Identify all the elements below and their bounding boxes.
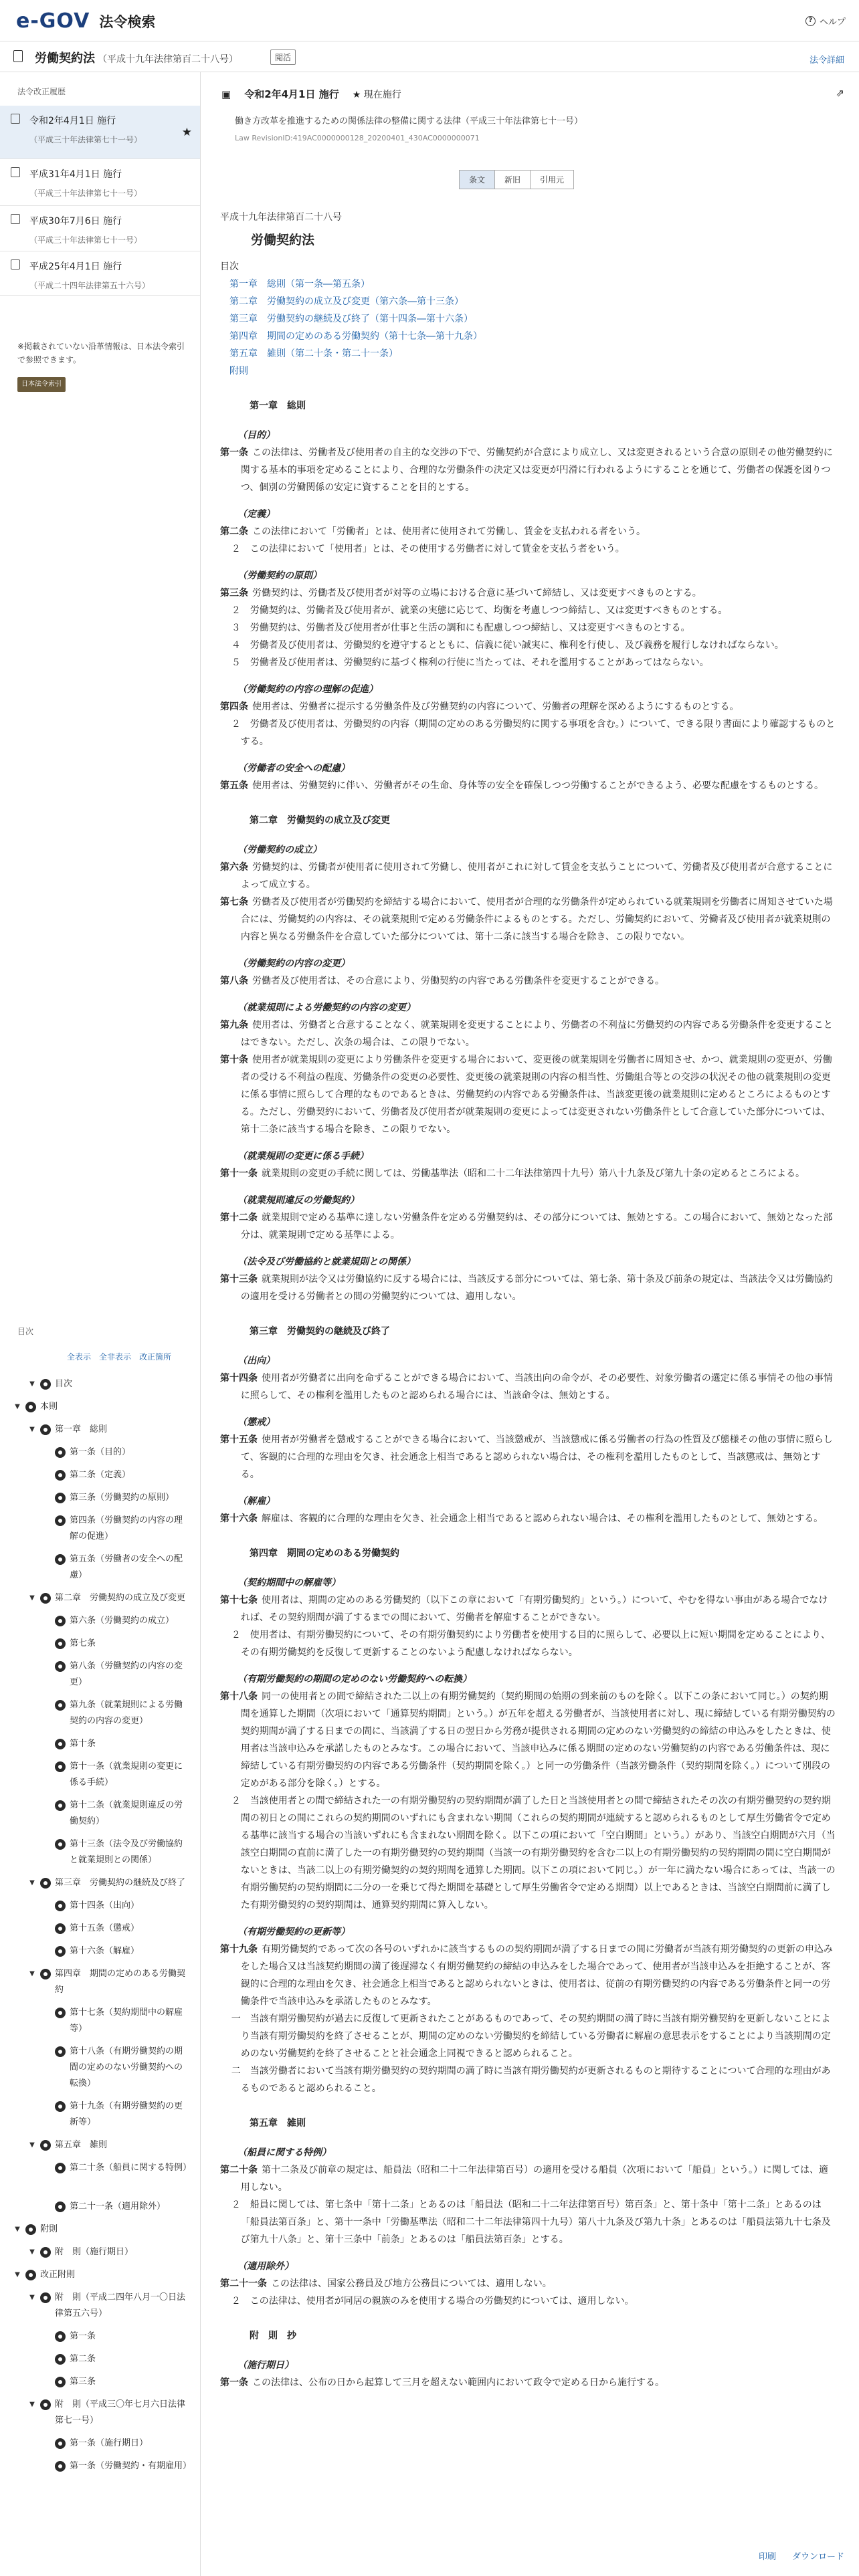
toc-tree-item[interactable]: [43, 1613, 187, 1629]
article-text: 労働者及び使用者が労働契約を締結する場合において、使用者が合理的な労働条件が定められている就業規則を労働者に周知させていた場合には、労働契約の内容は、その就業規則で定める労働条件によるものとする。ただし、労働契約において、労働者及び使用者が就業規則の内容と異なる労働条件を合意していた部分については、第十二条に該当する場合を除き、この限りでない。: [240, 897, 833, 942]
toc-tree-item[interactable]: [43, 1921, 187, 1937]
article-number: 第二条: [220, 526, 248, 537]
law-number: （平成十九年法律第百二十八号）: [98, 54, 238, 65]
law-detail-link[interactable]: 法令詳細: [809, 56, 844, 66]
article-text: 労働契約は、労働者及び使用者が対等の立場における合意に基づいて締結し、又は変更すべきものとする。: [252, 588, 702, 599]
toc-tree-label: 第十七条（契約期間中の解雇等）: [70, 2008, 183, 2034]
toc-tree-item[interactable]: [13, 2267, 187, 2283]
eye-icon[interactable]: [55, 1700, 66, 1711]
article-caption: （就業規則違反の労働契約）: [237, 1195, 359, 1206]
eye-icon[interactable]: [55, 1616, 66, 1626]
eye-icon[interactable]: [40, 2292, 51, 2303]
toc-tree-item[interactable]: [43, 1636, 187, 1652]
article-caption: （労働契約の内容の理解の促進）: [237, 684, 378, 695]
footer-actions: [759, 2549, 844, 2562]
eye-icon[interactable]: [40, 1379, 51, 1390]
article-text: この法律において「労働者」とは、使用者に使用されて労働し、賃金を支払われる者をいう。: [252, 526, 646, 537]
toc-tree-label: 第一条（目的）: [70, 1447, 131, 1457]
toc-tree-label: 第二十一条（適用除外）: [70, 2202, 166, 2212]
calendar-icon: [11, 214, 20, 224]
view-tabs: [460, 170, 574, 189]
history-date: 令和2年4月1日 施行: [29, 116, 116, 126]
article-number: 第七条: [220, 897, 248, 907]
toc-link[interactable]: 第一章 総則（第一条―第五条）: [229, 279, 370, 290]
article: [220, 1688, 836, 1792]
article-caption: （定義）: [237, 509, 275, 520]
article-caption: （解雇）: [237, 1496, 275, 1507]
toc-panel-links: [67, 1351, 171, 1362]
chevron-down-icon[interactable]: ▼: [29, 1426, 35, 1433]
article-text: 有期労働契約であって次の各号のいずれかに該当するものの契約期間が満了する日までの間に労働者が当該有期労働契約の更新の申込みをした場合又は当該契約期間の満了後遅滞なく有期労働契約の締結の申込みをした場合であって、使用者が当該申込みを拒絶することが、客観的に合理的な理由を欠き、社会通念上相当であると認められないときは、使用者は、従前の有期労働契約の内容である労働条件と同一の労働条件で当該申込みを承諾したものとみなす。: [240, 1944, 833, 2007]
history-sub: （平成三十年法律第七十一号）: [29, 235, 142, 245]
help-button[interactable]: [805, 15, 846, 27]
toc-tree-item[interactable]: [43, 2351, 187, 2367]
article-caption: （有期労働契約の期間の定めのない労働契約への転換）: [237, 1674, 472, 1685]
eye-icon[interactable]: [55, 1515, 66, 1526]
toc-tree-item[interactable]: [43, 2044, 187, 2092]
article-text: 使用者が労働者を懲戒することができる場合において、当該懲戒が、当該懲戒に係る労働者の行為の性質及び態様その他の事情に照らして、客観的に合理的な理由を欠き、社会通念上相当であると認められない場合は、その権利を濫用したものとして、当該懲戒は、無効とする。: [240, 1434, 833, 1480]
toc-tree-item[interactable]: [43, 2099, 187, 2131]
paragraph: 一 当該有期労働契約が過去に反復して更新されたことがあるものであって、その契約期間の満了時に当該有期労働契約を更新しないことにより当該有期労働契約を終了させることが、期間の定めのない労働契約を締結している労働者に解雇の意思表示をすることにより当該期間の定めのない労働契約を終了させることと社会通念上同視できると認められること。: [231, 2014, 831, 2059]
article-text: 解雇は、客観的に合理的な理由を欠き、社会通念上相当であると認められない場合は、その権利を濫用したものとして、無効とする。: [262, 1513, 824, 1524]
article-text: 就業規則の変更の手続に関しては、労働基準法（昭和二十二年法律第四十九号）第八十九条及び第九十条の定めるところによる。: [262, 1168, 805, 1179]
article: [220, 584, 836, 602]
toc-tree-item[interactable]: [43, 2374, 187, 2390]
chevron-down-icon[interactable]: ▼: [29, 1380, 35, 1388]
toc-tree-label: 第一条（労働契約・有期雇用）: [70, 2461, 192, 2471]
article: [220, 523, 836, 540]
article-text: 就業規則で定める基準に達しない労働条件を定める労働契約は、その部分については、無効とする。この場合において、無効となった部分は、就業規則で定める基準による。: [240, 1212, 833, 1241]
toc-tree-label: 第十六条（解雇）: [70, 1946, 140, 1956]
toc-link[interactable]: 第五章 雑則（第二十条・第二十一条）: [229, 348, 398, 359]
toc-tree-item[interactable]: [43, 1444, 187, 1461]
toc-tree-label: 第三条: [70, 2377, 96, 2387]
toc-tree-label: 第五章 雑則: [55, 2140, 108, 2150]
eye-icon[interactable]: [55, 2461, 66, 2472]
toc-link[interactable]: 附則: [229, 366, 248, 377]
toc-tree-label: 第三条（労働契約の原則）: [70, 1493, 175, 1503]
eye-icon[interactable]: [55, 2046, 66, 2057]
toc-link[interactable]: 第二章 労働契約の成立及び変更（第六条―第十三条）: [229, 296, 464, 307]
article-number: 第十三条: [220, 1274, 258, 1285]
history-sub: （平成二十四年法律第五十六号）: [29, 281, 151, 290]
eye-icon[interactable]: [55, 1493, 66, 1503]
toc-tree-label: 第八条（労働契約の内容の変更）: [70, 1661, 183, 1687]
toc-tree-label: 第十一条（就業規則の変更に係る手続）: [70, 1761, 183, 1788]
paragraph: ２ この法律において「使用者」とは、その使用する労働者に対して賃金を支払う者をいう。: [231, 544, 625, 554]
history-date: 平成30年7月6日 施行: [29, 216, 122, 227]
article-text: 使用者は、労働者に提示する労働条件及び労働契約の内容について、労働者の理解を深めるようにするものとする。: [252, 702, 739, 712]
eye-icon[interactable]: [55, 1554, 66, 1565]
chevron-down-icon[interactable]: ▼: [29, 1970, 35, 1977]
amendment-subtitle: 働き方改革を推進するための関係法律の整備に関する法律（平成三十年法律第七十一号）: [235, 116, 583, 126]
toc-tree-label: 附 則（平成三〇年七月六日法律第七一号）: [55, 2399, 186, 2426]
toc-tree-item[interactable]: [43, 1551, 187, 1584]
article-text: 就業規則が法令又は労働協約に反する場合には、当該反する部分については、第七条、第十条及び前条の規定は、当該法令又は労働協約の適用を受ける労働者との間の労働契約については、適用しない。: [240, 1274, 833, 1302]
toc-panel-title: 目次: [17, 1327, 34, 1336]
article-number: 第一条: [220, 447, 248, 458]
star-icon[interactable]: ★: [181, 126, 192, 139]
article: [220, 1592, 836, 1626]
toc-tree-item[interactable]: [43, 1490, 187, 1506]
chapter-heading: 附 則 抄: [250, 2331, 296, 2341]
toc-tree-item[interactable]: [43, 2199, 187, 2215]
article-caption: （労働契約の成立）: [237, 845, 322, 855]
toc-tree-label: 第十八条（有期労働契約の期間の定めのない労働契約への転換）: [70, 2046, 183, 2088]
article-text: 使用者が就業規則の変更により労働条件を変更する場合において、変更後の就業規則を労働者に周知させ、かつ、就業規則の変更が、労働者の受ける不利益の程度、労働条件の変更の必要性、変更後の就業規則の内容の相当性、労働組合等との交渉の状況その他の就業規則の変更に係る事情に照らして合理的なものであるときは、労働契約の内容である労働条件は、当該変更後の就業規則に定めるところによるものとする。ただし、労働契約において、労働者及び使用者が就業規則の変更によっては変更されない労働条件として合意していた部分については、第十二条に該当する場合を除き、この限りでない。: [240, 1055, 832, 1135]
article-number: 第五条: [220, 780, 248, 791]
article: [220, 859, 836, 893]
toc-tree-label: 第十九条（有期労働契約の更新等）: [70, 2101, 183, 2127]
calendar-icon: [11, 259, 20, 270]
article-number: 第二十条: [220, 2165, 258, 2175]
article-caption: （適用除外）: [237, 2261, 294, 2272]
article: [220, 1016, 836, 1051]
chevron-down-icon[interactable]: ▼: [29, 2294, 35, 2301]
eye-icon[interactable]: [55, 1839, 66, 1850]
eye-icon[interactable]: [25, 2270, 36, 2280]
history-item[interactable]: [0, 106, 200, 159]
toc-tree-label: 目次: [55, 1379, 73, 1389]
toc-tree-label: 附 則（平成二四年八月一〇日法律第五六号）: [55, 2292, 186, 2319]
toc-tree-label: 第九条（就業規則による労働契約の内容の変更）: [70, 1700, 183, 1726]
current-label: 現在施行: [363, 89, 401, 100]
article: [220, 444, 836, 496]
toc-tree-item[interactable]: [43, 1759, 187, 1791]
chevron-down-icon[interactable]: ▼: [29, 2401, 35, 2408]
eye-icon[interactable]: [55, 1638, 66, 1649]
version-header: [221, 87, 401, 101]
history-title: 法令改正履歴: [17, 87, 66, 96]
paragraph: ２ 当該使用者との間で締結された一の有期労働契約の契約期間が満了した日と当該使用者との間で締結されたその次の有期労働契約の契約期間の初日との間にこれらの契約期間のいずれにも含まれない期間（これらの契約期間が連続すると認められるものとして厚生労働省令で定める基準に該当する場合の当該いずれにも含まれない期間を除く。以下この項において「空白期間」という。）があり、当該空白期間が六月（当該空白期間の直前に満了した一の有期労働契約の契約期間（当該一の有期労働契約を含む二以上の有期労働契約の契約期間の間に空白期間がないときは、当該二以上の有期労働契約の契約期間を通算した期間。以下この項において同じ。）が一年に満たない場合にあっては、当該一の有期労働契約の契約期間に二分の一を乗じて得た期間を基礎として厚生労働省令で定める期間）以上であるときは、当該空白期間前に満了した有期労働契約の契約期間は、通算契約期間に算入しない。: [231, 1796, 836, 1911]
toc-tree-item[interactable]: [13, 2222, 187, 2238]
paragraph: ４ 労働者及び使用者は、労働契約を遵守するとともに、信義に従い誠実に、権利を行使し、及び義務を履行しなければならない。: [231, 640, 784, 651]
history-note: ※掲載されていない沿革情報は、日本法令索引で参照できます。: [17, 342, 185, 364]
toc-tree-label: 第十三条（法令及び労働協約と就業規則との関係）: [70, 1839, 183, 1865]
toc-tree-label: 第七条: [70, 1638, 96, 1648]
chapter-heading: 第四章 期間の定めのある労働契約: [250, 1548, 399, 1559]
chevron-down-icon[interactable]: ▼: [29, 2141, 35, 2149]
law-title-bar: [0, 41, 859, 72]
chapter-heading: 第一章 総則: [250, 401, 306, 411]
toc-tree-label: 第十五条（懲戒）: [70, 1923, 140, 1933]
article-number: 第十条: [220, 1055, 248, 1065]
article-caption: （労働契約の内容の変更）: [237, 958, 350, 969]
toc-tree-item[interactable]: [28, 2290, 187, 2322]
chevron-down-icon[interactable]: ▼: [29, 1879, 35, 1887]
eye-icon[interactable]: [40, 1969, 51, 1979]
law-badge: 閲活: [270, 49, 296, 65]
toc-tree-item[interactable]: [43, 1798, 187, 1830]
article-caption: （施行期日）: [237, 2360, 294, 2371]
toc-tree-item[interactable]: [43, 1513, 187, 1545]
toc-tree-item[interactable]: [43, 1898, 187, 1914]
toc-tree-label: 第五条（労働者の安全への配慮）: [70, 1554, 183, 1580]
calendar-icon: [11, 114, 20, 124]
chapter-heading: 第二章 労働契約の成立及び変更: [250, 815, 390, 826]
toc-tree-label: 第十条: [70, 1739, 96, 1749]
article-number: 第十四条: [220, 1373, 258, 1384]
main-content: [201, 72, 859, 2576]
article-text: 使用者は、期間の定めのある労働契約（以下この章において「有期労働契約」という。）について、やむを得ない事由がある場合でなければ、その契約期間が満了するまでの間において、労働者を解雇することができない。: [240, 1595, 828, 1623]
article: [220, 1209, 836, 1244]
article: [220, 2374, 836, 2391]
eye-icon[interactable]: [55, 1447, 66, 1458]
logo[interactable]: [16, 9, 155, 33]
toc-tree-item[interactable]: [43, 2436, 187, 2452]
toc-link[interactable]: 第四章 期間の定めのある労働契約（第十七条―第十九条）: [229, 331, 482, 342]
external-link-icon[interactable]: ⇗: [836, 87, 844, 99]
eye-icon[interactable]: [55, 1661, 66, 1672]
calendar-icon: [11, 167, 20, 177]
paragraph: ２ 労働契約は、労働者及び使用者が、就業の実態に応じて、均衡を考慮しつつ締結し、又は変更すべきものとする。: [231, 605, 728, 616]
article-caption: （就業規則による労働契約の内容の変更）: [237, 1002, 415, 1013]
article-number: 第八条: [220, 976, 248, 986]
toc-tree-item[interactable]: [28, 1875, 187, 1891]
eye-icon[interactable]: [55, 2008, 66, 2018]
paragraph: ５ 労働者及び使用者は、労働契約に基づく権利の行使に当たっては、それを濫用することがあってはならない。: [231, 657, 709, 668]
toc-tree-label: 本則: [40, 1402, 58, 1412]
toc-tree-label: 第二十条（船員に関する特例）: [70, 2163, 192, 2173]
article-caption: （出向）: [237, 1356, 275, 1366]
toc-tree-label: 第一条: [70, 2331, 96, 2341]
toc-tree-item[interactable]: [43, 2160, 192, 2176]
eye-icon[interactable]: [55, 2202, 66, 2212]
toc-heading: 目次: [220, 261, 239, 272]
article-number: 第十八条: [220, 1691, 258, 1702]
toc-tree-item[interactable]: [28, 1376, 187, 1392]
toc-tree-item[interactable]: [28, 1590, 187, 1606]
document-icon: [13, 50, 23, 62]
hide-all-link[interactable]: 全非表示: [99, 1352, 132, 1362]
article-text: 第十二条及び前章の規定は、船員法（昭和二十二年法律第百号）の適用を受ける船員（次項において「船員」という。）に関しては、適用しない。: [240, 2165, 828, 2193]
show-all-link[interactable]: 全表示: [67, 1352, 92, 1362]
toc-tree-label: 第四条（労働契約の内容の理解の促進）: [70, 1515, 183, 1541]
article-caption: （有期労働契約の更新等）: [237, 1927, 350, 1937]
chapter-heading: 第三章 労働契約の継続及び終了: [250, 1326, 390, 1337]
article-number: 第十六条: [220, 1513, 258, 1524]
toc-tree-item[interactable]: [43, 1697, 187, 1729]
revision-id: Law RevisionID:419AC0000000128_20200401_430AC0000000071: [235, 134, 480, 142]
chapter-heading: 第五章 雑則: [250, 2118, 306, 2129]
toc-tree-label: 第二条: [70, 2354, 96, 2364]
article-number: 第三条: [220, 588, 248, 599]
article-number: 第十七条: [220, 1595, 258, 1606]
article-number: 第一条: [220, 2377, 248, 2388]
article-text: 労働契約は、労働者が使用者に使用されて労働し、使用者がこれに対して賃金を支払うことについて、労働者及び使用者が合意することによって成立する。: [240, 862, 833, 890]
article-text: 同一の使用者との間で締結された二以上の有期労働契約（契約期間の始期の到来前のものを除く。以下この条において同じ。）の契約期間を通算した期間（次項において「通算契約期間」という。）が五年を超える労働者が、当該使用者に対し、現に締結している有期労働契約の契約期間が満了する日までの間に、当該満了する日の翌日から労務が提供される期間の定めのない労働契約の締結の申込みをしたときは、使用者は当該申込みを承諾したものとみなす。この場合において、当該申込みに係る期間の定めのない労働契約の内容である労働条件は、現に締結している有期労働契約の内容である労働条件（契約期間を除く。）と同一の労働条件（当該労働条件（契約期間を除く。）について別段の定めがある部分を除く。）とする。: [240, 1691, 836, 1789]
toc-tree-item[interactable]: [43, 1467, 187, 1483]
print-button[interactable]: 印刷: [758, 2552, 776, 2562]
article-text: 使用者は、労働契約に伴い、労働者がその生命、身体等の安全を確保しつつ労働することができるよう、必要な配慮をするものとする。: [252, 780, 824, 791]
article-text: 労働者及び使用者は、その合意により、労働契約の内容である労働条件を変更することができる。: [252, 976, 664, 986]
site-title: 法令検索: [99, 13, 156, 30]
article-caption: （労働契約の原則）: [237, 570, 322, 581]
law-title: 労働契約法: [251, 233, 315, 247]
eye-icon[interactable]: [55, 2163, 66, 2173]
article: [220, 1510, 836, 1527]
toc-tree-label: 第十四条（出向）: [70, 1901, 140, 1911]
article: [220, 1165, 836, 1182]
toc-tree-label: 第二章 労働契約の成立及び変更: [55, 1593, 186, 1603]
article-number: 第十二条: [220, 1212, 258, 1223]
history-date: 平成25年4月1日 施行: [29, 261, 122, 272]
toc-tree-item[interactable]: [43, 2005, 187, 2037]
toc-tree-label: 第十二条（就業規則違反の労働契約）: [70, 1800, 183, 1826]
header: [0, 0, 859, 41]
article-caption: （労働者の安全への配慮）: [237, 763, 350, 774]
article-number: 第四条: [220, 702, 248, 712]
eye-icon[interactable]: [55, 1470, 66, 1481]
history-sub: （平成三十年法律第七十一号）: [29, 135, 142, 144]
eye-icon[interactable]: [55, 2354, 66, 2365]
eye-icon[interactable]: [55, 1739, 66, 1749]
article: [220, 698, 836, 716]
paragraph: ３ 労働契約は、労働者及び使用者が仕事と生活の調和にも配慮しつつ締結し、又は変更すべきものとする。: [231, 623, 690, 633]
article: [220, 1370, 836, 1404]
amendment-link[interactable]: 改正箇所: [139, 1352, 172, 1362]
tab-comparison[interactable]: 新旧: [494, 170, 531, 189]
law-text: [220, 209, 836, 2391]
eye-icon[interactable]: [55, 2331, 66, 2342]
eye-icon[interactable]: [40, 2399, 51, 2410]
chevron-down-icon[interactable]: ▼: [29, 2248, 35, 2256]
article: [220, 777, 836, 794]
article-caption: （目的）: [237, 430, 275, 441]
article-number: 第二十一条: [220, 2278, 267, 2289]
download-button[interactable]: ダウンロード: [791, 2552, 844, 2562]
toc-tree-label: 第四章 期間の定めのある労働契約: [55, 1969, 186, 1995]
article-caption: （船員に関する特例）: [237, 2147, 331, 2158]
toc-tree-item[interactable]: [43, 1836, 187, 1868]
toc-tree-label: 第二条（定義）: [70, 1470, 131, 1480]
article-number: 第十五条: [220, 1434, 258, 1445]
eye-icon[interactable]: [55, 1800, 66, 1811]
chevron-down-icon[interactable]: ▼: [15, 2226, 20, 2233]
law-index-link[interactable]: 日本法令索引: [17, 377, 66, 392]
law-name-text: 労働契約法: [35, 51, 95, 66]
eye-icon[interactable]: [40, 1424, 51, 1435]
eye-icon[interactable]: [40, 1878, 51, 1889]
chevron-down-icon[interactable]: ▼: [29, 1594, 35, 1602]
toc-tree-label: 附則: [40, 2224, 58, 2234]
history-item[interactable]: [0, 206, 200, 251]
help-label: ヘルプ: [819, 17, 846, 27]
article-caption: （就業規則の変更に係る手続）: [237, 1151, 369, 1162]
paragraph: ２ この法律は、使用者が同居の親族のみを使用する場合の労働契約については、適用しない。: [231, 2296, 634, 2306]
left-sidebar: [0, 72, 201, 2576]
article: [220, 2161, 836, 2196]
article: [220, 893, 836, 946]
toc-link[interactable]: 第三章 労働契約の継続及び終了（第十四条―第十六条）: [229, 314, 473, 324]
egov-logo: e-GOV: [16, 9, 90, 33]
toc-tree-label: 改正附則: [40, 2270, 76, 2280]
article-text: この法律は、公布の日から起算して三月を超えない範囲内において政令で定める日から施行する。: [252, 2377, 664, 2388]
current-status: ★ 現在施行: [352, 89, 401, 100]
toc-tree-label: 附 則（施行期日）: [55, 2247, 134, 2257]
help-icon: ?: [805, 16, 816, 26]
toc-tree-item[interactable]: [28, 1422, 187, 1438]
eye-icon[interactable]: [55, 2377, 66, 2387]
chevron-down-icon[interactable]: ▼: [15, 1403, 20, 1410]
article: [220, 972, 836, 990]
article-number: 第十九条: [220, 1944, 258, 1955]
article-caption: （法令及び労働協約と就業規則との関係）: [237, 1257, 415, 1267]
law-name: [35, 49, 238, 66]
law-number-line: 平成十九年法律第百二十八号: [220, 212, 342, 223]
eye-icon[interactable]: [25, 2224, 36, 2235]
toc-tree-label: 第六条（労働契約の成立）: [70, 1616, 175, 1626]
paragraph: ２ 使用者は、有期労働契約について、その有期労働契約により労働者を使用する目的に照らして、必要以上に短い期間を定めることにより、その有期労働契約を反復して更新することのないよう配慮しなければならない。: [231, 1630, 830, 1658]
article: [220, 2275, 836, 2292]
article-text: 使用者は、労働者と合意することなく、就業規則を変更することにより、労働者の不利益に労働契約の内容である労働条件を変更することはできない。ただし、次条の場合は、この限りでない。: [240, 1020, 833, 1048]
toc-tree-item[interactable]: [43, 2458, 192, 2474]
tab-articles[interactable]: 条文: [459, 170, 495, 189]
article-text: この法律は、労働者及び使用者の自主的な交渉の下で、労働契約が合意により成立し、又は変更されるという合意の原則その他労働契約に関する基本的事項を定めることにより、合理的な労働条件の決定又は変更が円滑に行われるようにすることを通じて、労働者の保護を図りつつ、個別の労働関係の安定に資することを目的とする。: [240, 447, 833, 493]
eye-icon[interactable]: [55, 2438, 66, 2449]
article: [220, 1941, 836, 2010]
toc-tree-item[interactable]: [28, 1966, 187, 1998]
article-text: 使用者が労働者に出向を命ずることができる場合において、当該出向の命令が、その必要性、対象労働者の選定に係る事情その他の事情に照らして、その権利を濫用したものと認められる場合には、当該命令は、無効とする。: [240, 1373, 833, 1401]
toc-tree-item[interactable]: [13, 1399, 187, 1415]
toc-tree-label: 第三章 労働契約の継続及び終了: [55, 1878, 186, 1888]
calendar-icon: ▣: [221, 88, 231, 100]
version-date: 令和2年4月1日 施行: [244, 88, 339, 100]
history-item[interactable]: [0, 251, 200, 296]
toc-tree-item[interactable]: [43, 2329, 187, 2345]
article-number: 第十一条: [220, 1168, 258, 1179]
eye-icon[interactable]: [40, 2140, 51, 2151]
eye-icon[interactable]: [55, 2101, 66, 2112]
eye-icon[interactable]: [25, 1402, 36, 1412]
paragraph: 二 当該労働者において当該有期労働契約の契約期間の満了時に当該有期労働契約が更新されるものと期待することについて合理的な理由があるものであると認められること。: [231, 2066, 831, 2094]
toc-tree-label: 第一章 総則: [55, 1424, 108, 1434]
eye-icon[interactable]: [55, 1761, 66, 1772]
history-sub: （平成三十年法律第七十一号）: [29, 189, 142, 198]
toc-tree-item[interactable]: [43, 1658, 187, 1691]
toc-tree-label: 第一条（施行期日）: [70, 2438, 149, 2448]
eye-icon[interactable]: [55, 1923, 66, 1934]
chevron-down-icon[interactable]: ▼: [15, 2271, 20, 2278]
history-item[interactable]: [0, 159, 200, 206]
article: [220, 1431, 836, 1483]
article-caption: （懲戒）: [237, 1417, 275, 1428]
article: [220, 1051, 836, 1138]
article-number: 第六条: [220, 862, 248, 873]
toc-tree-item[interactable]: [43, 1736, 187, 1752]
paragraph: ２ 労働者及び使用者は、労働契約の内容（期間の定めのある労働契約に関する事項を含む。）について、できる限り書面により確認するものとする。: [231, 719, 836, 747]
eye-icon[interactable]: [40, 2247, 51, 2258]
history-date: 平成31年4月1日 施行: [29, 169, 122, 180]
toc-tree-item[interactable]: [28, 2244, 187, 2260]
article-caption: （契約期間中の解雇等）: [237, 1578, 341, 1588]
toc-tree-item[interactable]: [28, 2137, 187, 2153]
toc-tree-item[interactable]: [28, 2397, 187, 2429]
paragraph: ２ 船員に関しては、第七条中「第十二条」とあるのは「船員法（昭和二十二年法律第百号）第百条」と、第十条中「第十二条」とあるのは「船員法第百条」と、第十一条中「労働基準法（昭和二十二年法律第四十九号）第八十九条及び第九十条」とあるのは「船員法第九十七条及び第九十八条」と、第十三条中「前条」とあるのは「船員法第百条」とする。: [231, 2199, 831, 2245]
toc-tree-item[interactable]: [43, 1943, 187, 1959]
article-number: 第九条: [220, 1020, 248, 1031]
eye-icon[interactable]: [55, 1901, 66, 1911]
eye-icon[interactable]: [40, 1593, 51, 1604]
eye-icon[interactable]: [55, 1946, 66, 1957]
article: [220, 1271, 836, 1305]
tab-citation[interactable]: 引用元: [530, 170, 574, 189]
article-text: この法律は、国家公務員及び地方公務員については、適用しない。: [271, 2278, 552, 2289]
